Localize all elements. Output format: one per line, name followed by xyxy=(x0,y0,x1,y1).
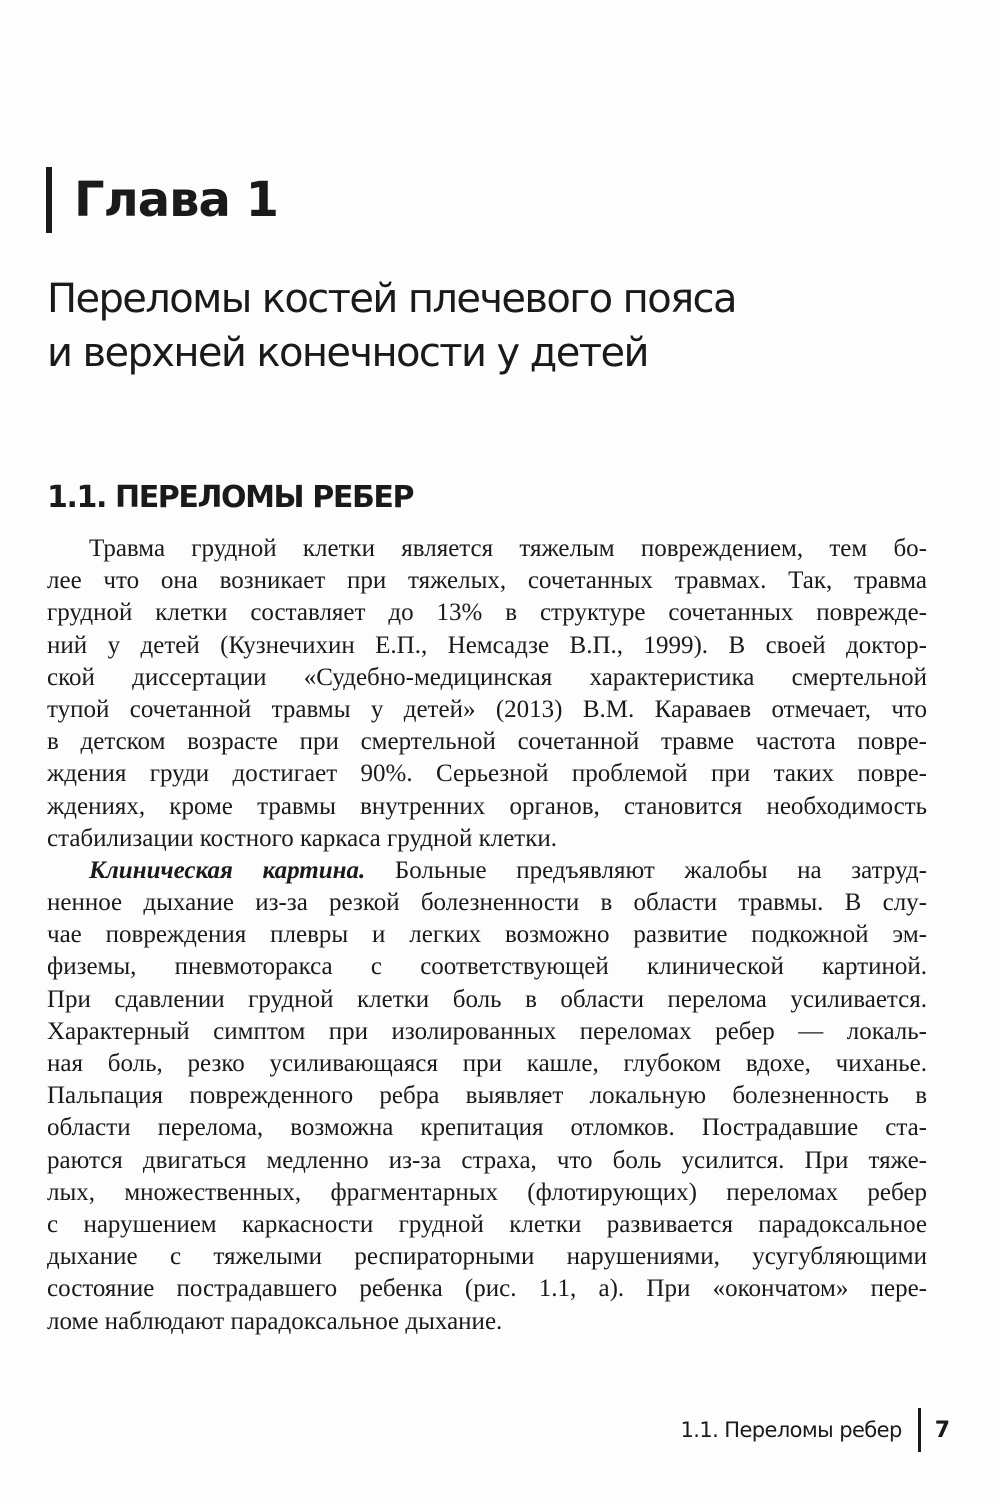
chapter-header xyxy=(46,165,278,235)
text-line: ждения груди достигает 90%. Серьезной проблемой при таких повре- xyxy=(47,760,927,788)
page-footer xyxy=(681,1408,950,1452)
text-line: в детском возрасте при смертельной сочетанной травме частота повре- xyxy=(47,728,927,756)
text-run: Больные предъявляют жалобы на затруд- xyxy=(365,856,927,884)
text-line: лее что она возникает при тяжелых, сочетанных травмах. Так, травма xyxy=(47,567,927,595)
chapter-title-line: Переломы костей плечевого пояса xyxy=(47,276,736,322)
chapter-label: Глава 1 xyxy=(74,172,279,228)
body-text xyxy=(47,533,927,1338)
text-line: области перелома, возможна крепитация отломков. Пострадавшие ста- xyxy=(47,1114,927,1142)
footer-divider xyxy=(918,1408,921,1452)
text-line: чае повреждения плевры и легких возможно развитие подкожной эм- xyxy=(47,921,927,949)
text-line: Травма грудной клетки является тяжелым повреждением, тем бо- xyxy=(89,535,927,562)
text-line: состояние пострадавшего ребенка (рис. 1.1, а). При «окончатом» пере- xyxy=(47,1275,927,1303)
text-line: ждениях, кроме травмы внутренних органов, становится необходимость xyxy=(47,792,927,820)
text-line: грудной клетки составляет до 13% в структуре сочетанных поврежде- xyxy=(47,599,927,627)
text-line: дыхание с тяжелыми респираторными нарушениями, усугубляющими xyxy=(47,1243,927,1271)
text-line: ской диссертации «Судебно-медицинская характеристика смертельной xyxy=(47,663,927,691)
paragraph-1 xyxy=(47,533,927,855)
text-line-lead xyxy=(47,855,927,887)
text-line: стабилизации костного каркаса грудной клетки. xyxy=(47,824,557,852)
run-in-heading: Клиническая картина. xyxy=(89,856,366,884)
paragraph-2 xyxy=(47,855,927,1338)
chapter-title-line: и верхней конечности у детей xyxy=(47,330,648,376)
chapter-marker-bar xyxy=(46,167,52,233)
text-line: ная боль, резко усиливающаяся при кашле, глубоком вдохе, чиханье. xyxy=(47,1050,927,1077)
text-line: Пальпация поврежденного ребра выявляет локальную болезненность в xyxy=(47,1082,927,1110)
text-line: с нарушением каркасности грудной клетки развивается парадоксальное xyxy=(47,1210,927,1238)
chapter-title xyxy=(47,272,947,380)
text-line: ломе наблюдают парадоксальное дыхание. xyxy=(47,1307,503,1335)
text-line: ненное дыхание из-за резкой болезненности в области травмы. В слу- xyxy=(47,889,927,917)
text-line: раются двигаться медленно из-за страха, что боль усилится. При тяже- xyxy=(47,1146,927,1174)
text-line: Характерный симптом при изолированных переломах ребер — локаль- xyxy=(47,1017,927,1045)
running-title: 1.1. Переломы ребер xyxy=(680,1418,902,1442)
page-number: 7 xyxy=(934,1417,950,1443)
text-line: При сдавлении грудной клетки боль в области перелома усиливается. xyxy=(47,985,927,1013)
text-line: ний у детей (Кузнечихин Е.П., Немсадзе В.П., 1999). В своей доктор- xyxy=(47,631,927,659)
text-line: физемы, пневмоторакса с соответствующей клинической картиной. xyxy=(47,953,927,981)
section-heading: 1.1. ПЕРЕЛОМЫ РЕБЕР xyxy=(47,480,414,515)
text-line: лых, множественных, фрагментарных (флотирующих) переломах ребер xyxy=(47,1178,927,1206)
text-line: тупой сочетанной травмы у детей» (2013) В.М. Караваев отмечает, что xyxy=(47,695,927,723)
